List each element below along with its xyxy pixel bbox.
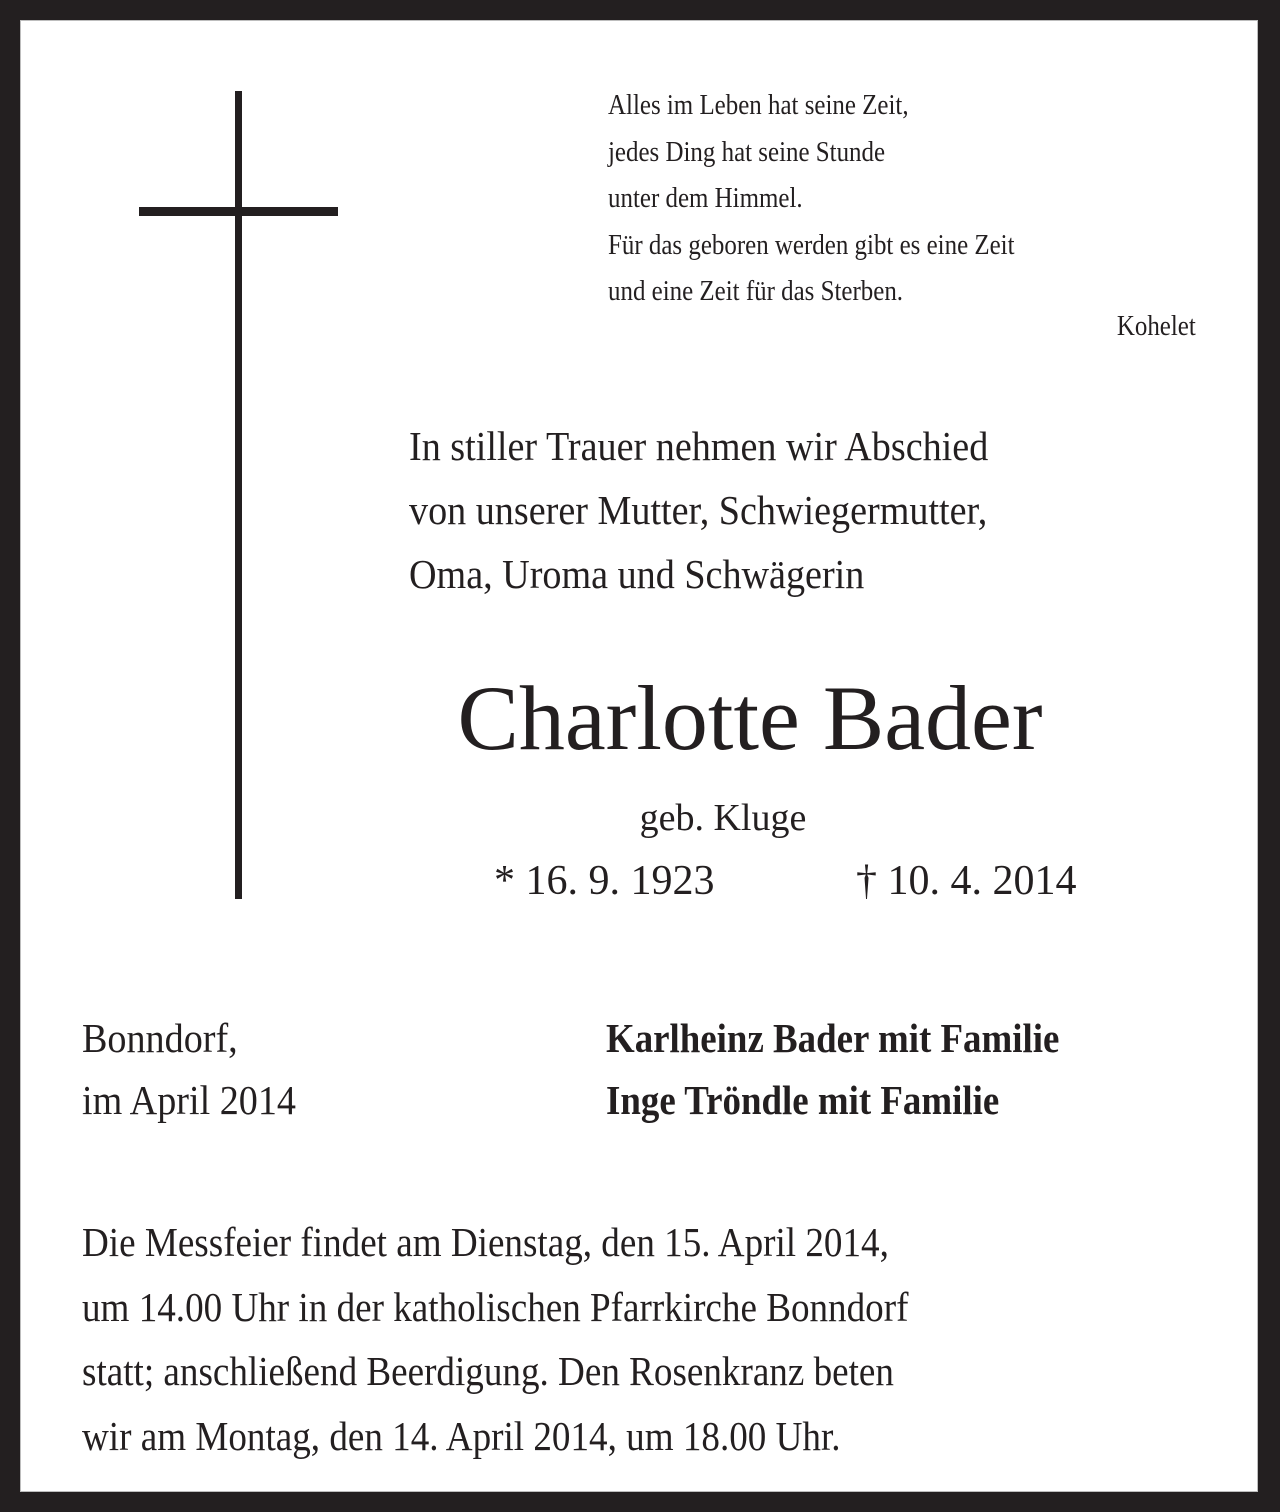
place-line: Bonndorf, [82,1015,238,1061]
obituary-notice [20,20,1258,1492]
birth-date: * 16. 9. 1923 [494,858,715,904]
deceased-name: Charlotte Bader [457,667,1043,769]
quote-line: und eine Zeit für das Sterben. [608,275,904,307]
cross-horizontal-bar [139,207,338,216]
death-date: † 10. 4. 2014 [856,858,1077,904]
service-line: Die Messfeier findet am Dienstag, den 15. April 2014, [82,1219,889,1265]
date-line: im April 2014 [82,1077,296,1123]
service-line: statt; anschließend Beerdigung. Den Rosenkranz beten [82,1348,894,1394]
quote-line: jedes Ding hat seine Stunde [608,135,886,168]
quote-line: Für das geboren werden gibt es eine Zeit [608,228,1015,261]
intro-line: Oma, Uroma und Schwägerin [409,551,865,597]
maiden-name: geb. Kluge [639,797,807,839]
intro-line: von unserer Mutter, Schwiegermutter, [409,487,988,533]
quote-source: Kohelet [1117,310,1196,342]
service-line: wir am Montag, den 14. April 2014, um 18.00 Uhr. [82,1412,841,1459]
service-information [82,1210,908,1468]
intro-line: In stiller Trauer nehmen wir Abschied [409,423,989,469]
life-dates [494,856,1077,906]
quote-line: Alles im Leben hat seine Zeit, [608,89,909,121]
service-line: um 14.00 Uhr in der katholischen Pfarrkirche Bonndorf [82,1283,909,1330]
mourning-intro [409,414,988,606]
mourner: Inge Tröndle mit Familie [606,1077,1000,1123]
place-and-date [82,1007,296,1131]
mourners-list [606,1007,1059,1131]
mourner: Karlheinz Bader mit Familie [606,1015,1060,1061]
bible-quote [608,82,1115,315]
quote-line: unter dem Himmel. [608,182,803,214]
